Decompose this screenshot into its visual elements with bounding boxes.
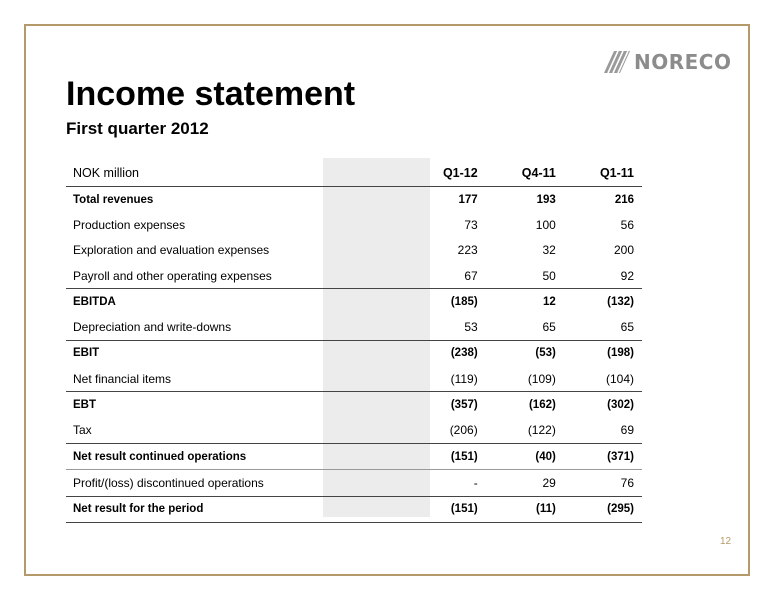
table-row — [66, 187, 642, 213]
table-row — [66, 496, 642, 522]
row-label: Tax — [66, 418, 406, 444]
cell-q1-11: 56 — [620, 217, 634, 232]
cell-q1-11: (198) — [607, 347, 634, 360]
table-row — [66, 212, 642, 237]
cell-q1-11: (104) — [564, 366, 642, 392]
page-subtitle: First quarter 2012 — [66, 119, 209, 138]
row-label: EBT — [73, 399, 96, 412]
table-row — [66, 443, 642, 469]
table-row — [66, 366, 642, 392]
cell-q4-11: 100 — [535, 217, 556, 232]
cell-q1-12: 73 — [464, 217, 478, 232]
cell-q1-11: 92 — [564, 263, 642, 289]
cell-q1-11: 76 — [564, 470, 642, 496]
cell-q1-11: 200 — [613, 243, 634, 258]
cell-q1-11: 65 — [564, 314, 642, 340]
cell-q4-11: 50 — [486, 263, 564, 289]
cell-q1-12: (151) — [406, 443, 485, 469]
cell-q1-11: (132) — [607, 295, 634, 308]
cell-q1-11: (371) — [564, 443, 642, 469]
cell-q1-11: (302) — [607, 399, 634, 412]
row-label: Net financial items — [66, 366, 406, 392]
cell-q1-12: 223 — [457, 243, 478, 258]
cell-q1-12: 67 — [406, 263, 485, 289]
cell-q1-11: (295) — [564, 496, 642, 522]
page-number: 12 — [720, 536, 732, 547]
cell-q4-11: (40) — [486, 443, 564, 469]
row-label: Profit/(loss) discontinued operations — [66, 470, 406, 496]
cell-q1-12: (206) — [406, 418, 485, 444]
table-row — [66, 238, 642, 263]
cell-q1-12: (185) — [450, 295, 478, 308]
cell-q4-11: (162) — [528, 399, 556, 412]
cell-q4-11: (11) — [486, 496, 564, 522]
cell-q1-12: (119) — [406, 366, 485, 392]
logo-text: NORECO — [634, 50, 732, 74]
row-label: Net result continued operations — [66, 443, 406, 469]
row-label: Exploration and evaluation expenses — [73, 243, 270, 258]
cell-q4-11: (109) — [486, 366, 564, 392]
cell-q1-12: (151) — [406, 496, 485, 522]
table-row — [66, 263, 642, 289]
cell-q1-12: - — [406, 470, 485, 496]
cell-q4-11: 12 — [543, 295, 556, 308]
table-row — [66, 314, 642, 340]
row-label: Depreciation and write-downs — [66, 314, 406, 340]
cell-q4-11: 193 — [536, 193, 556, 206]
header-label: NOK million — [66, 160, 406, 187]
row-label: EBIT — [73, 347, 100, 360]
cell-q1-11: 69 — [564, 418, 642, 444]
cell-q4-11: (53) — [535, 347, 556, 360]
noreco-logo — [604, 49, 731, 75]
table-row — [66, 392, 642, 418]
cell-q4-11: 29 — [486, 470, 564, 496]
cell-q1-12: 177 — [458, 193, 478, 206]
table-row — [66, 340, 642, 366]
table-row — [66, 289, 642, 315]
table-row — [66, 418, 642, 444]
table-header-row — [66, 160, 642, 187]
header-q1-12: Q1-12 — [406, 160, 485, 187]
noreco-logo-mark — [604, 51, 630, 73]
cell-q1-12: (357) — [450, 399, 478, 412]
cell-q4-11: 32 — [542, 243, 556, 258]
header-q1-11: Q1-11 — [564, 160, 642, 187]
cell-q4-11: 65 — [486, 314, 564, 340]
header-q4-11: Q4-11 — [486, 160, 564, 187]
row-label: Total revenues — [73, 193, 154, 206]
row-label: EBITDA — [73, 295, 116, 308]
row-label: Production expenses — [73, 217, 186, 232]
row-label: Net result for the period — [66, 496, 406, 522]
row-label: Payroll and other operating expenses — [66, 263, 406, 289]
cell-q1-11: 216 — [614, 193, 634, 206]
income-statement-table — [66, 160, 642, 523]
cell-q4-11: (122) — [486, 418, 564, 444]
cell-q1-12: 53 — [406, 314, 485, 340]
table-row — [66, 470, 642, 496]
page-title: Income statement — [66, 75, 356, 113]
cell-q1-12: (238) — [450, 347, 478, 360]
